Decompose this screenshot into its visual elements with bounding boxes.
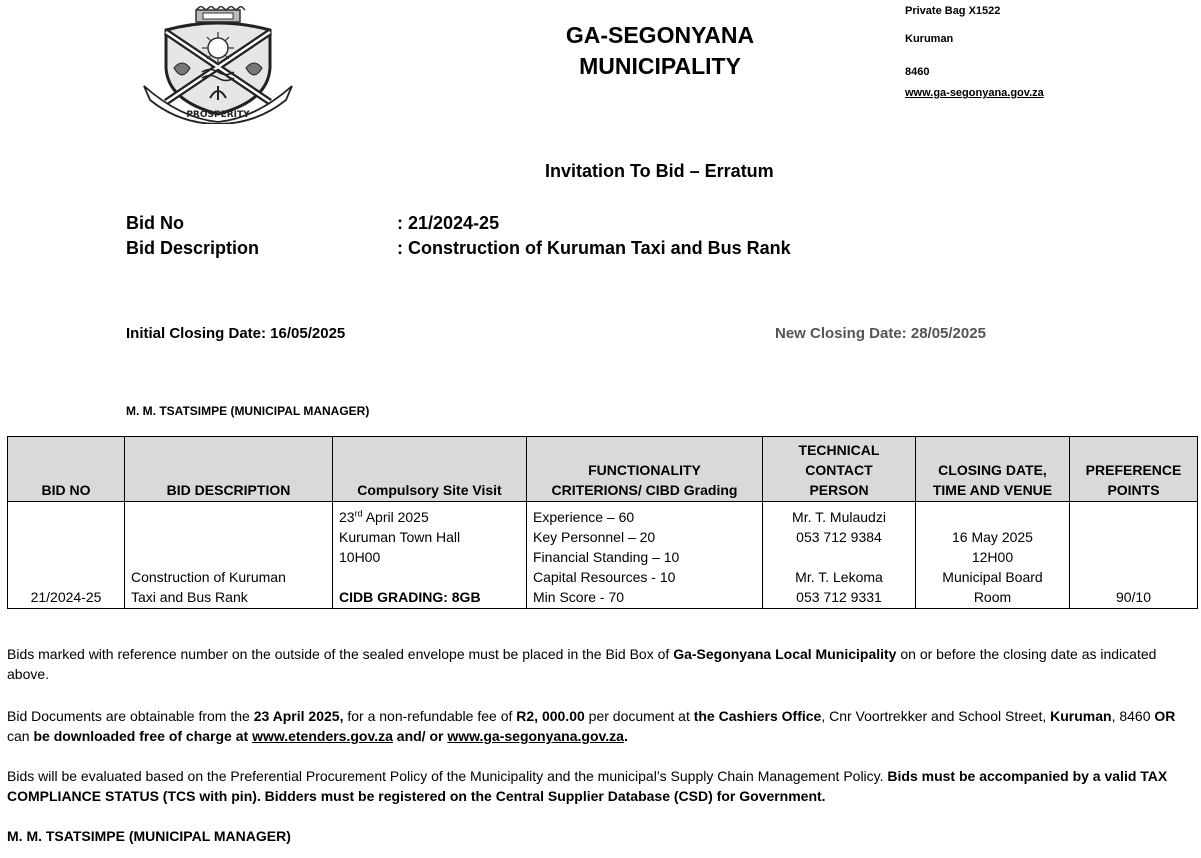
header-bid-description: BID DESCRIPTION (125, 437, 333, 502)
table-row (8, 502, 1198, 609)
bid-table (7, 436, 1198, 609)
address-line-1: Private Bag X1522 (905, 5, 1001, 17)
address-postal-code: 8460 (905, 66, 930, 78)
cell-functionality: Experience – 60 Key Personnel – 20 Financial Standing – 10 Capital Resources - 10 Min Score - 70 (527, 502, 763, 609)
cell-bid-description: Construction of Kuruman Taxi and Bus Rank (125, 502, 333, 609)
municipality-name: GA-SEGONYANA MUNICIPALITY (565, 22, 755, 79)
header-site-visit: Compulsory Site Visit (333, 437, 527, 502)
signatory-footer: M. M. TSATSIMPE (MUNICIPAL MANAGER) (7, 828, 291, 844)
paragraph-evaluation: Bids will be evaluated based on the Preferential Procurement Policy of the Municipality and the municipal’s Supply Chain Management Policy. Bids must be accompanied by a valid TAX COMPLIANCE STATUS (TCS with pin). Bidders must be registered on the Central Supplier Database (CSD) for Government. (7, 768, 1168, 804)
cell-bid-no: 21/2024-25 (8, 502, 125, 609)
header-technical-contact: TECHNICAL CONTACT PERSON (763, 437, 916, 502)
header-functionality: FUNCTIONALITY CRITERIONS/ CIBD Grading (527, 437, 763, 502)
cidb-grading: CIDB GRADING: 8GB (339, 589, 481, 605)
municipal-coat-of-arms-logo (140, 6, 296, 124)
cell-site-visit: 23rd April 2025 Kuruman Town Hall 10H00 CIDB GRADING: 8GB (333, 502, 527, 609)
new-closing-date: New Closing Date: 28/05/2025 (775, 325, 986, 342)
header-preference-points: PREFERENCE POINTS (1070, 437, 1198, 502)
bid-description-value: : Construction of Kuruman Taxi and Bus Rank (397, 238, 791, 258)
svg-text:PROSPERITY: PROSPERITY (186, 110, 250, 120)
paragraph-bid-documents: Bid Documents are obtainable from the 23 April 2025, for a non-refundable fee of R2, 000.00 per document at the Cashiers Office, Cnr Voortrekker and School Street, Kuruman, 8460 OR can be downloaded free of charge at www.etenders.gov.za and/ or www.ga-segonyana.gov.za. (7, 708, 1176, 744)
cell-preference-points: 90/10 (1070, 502, 1198, 609)
municipality-website-link[interactable]: www.ga-segonyana.gov.za (905, 87, 1044, 99)
ga-segonyana-link[interactable]: www.ga-segonyana.gov.za (447, 728, 624, 744)
initial-closing-date: Initial Closing Date: 16/05/2025 (126, 325, 346, 342)
cell-technical-contact: Mr. T. Mulaudzi 053 712 9384 Mr. T. Lekoma 053 712 9331 (763, 502, 916, 609)
etenders-link[interactable]: www.etenders.gov.za (252, 728, 393, 744)
header-bid-no: BID NO (8, 437, 125, 502)
cell-closing-date: 16 May 2025 12H00 Municipal Board Room (916, 502, 1070, 609)
bid-description-label: Bid Description (126, 238, 260, 258)
bid-no-value: : 21/2024-25 (397, 213, 500, 233)
notice-heading: Invitation To Bid – Erratum (545, 161, 774, 181)
bid-no-label: Bid No (126, 213, 184, 233)
signatory-top: M. M. TSATSIMPE (MUNICIPAL MANAGER) (126, 404, 370, 418)
paragraph-bid-box: Bids marked with reference number on the outside of the sealed envelope must be placed in the Bid Box of Ga-Segonyana Local Municipality on or before the closing date as indicated above. (7, 646, 1157, 682)
address-line-2: Kuruman (905, 33, 954, 45)
header-closing-date: CLOSING DATE, TIME AND VENUE (916, 437, 1070, 502)
table-header-row (8, 437, 1198, 502)
